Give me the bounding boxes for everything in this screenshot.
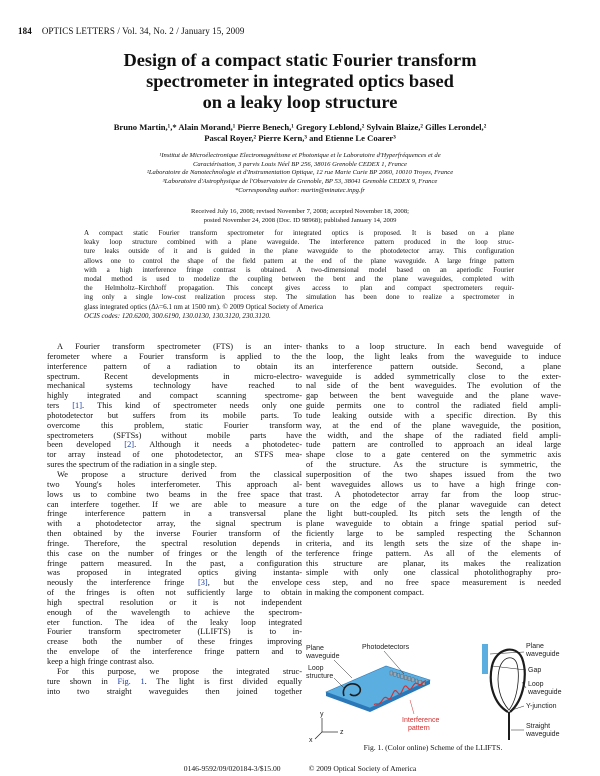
body-text-line: highly integrated and compact scanning spectrome- bbox=[47, 391, 302, 401]
citation-link[interactable]: [1] bbox=[72, 401, 83, 411]
label-loop-waveguide: Loop bbox=[528, 681, 544, 688]
journal-reference: OPTICS LETTERS / Vol. 34, No. 2 / January 15, 2009 bbox=[41, 26, 245, 36]
affiliation-line: ¹Institut de Microélectronique Electromagnétisme et Photonique et le Laboratoire d'Hyperfréquences et de bbox=[159, 152, 441, 159]
body-text-line: terference fringe pattern. As all of the elements of bbox=[306, 548, 561, 558]
body-text-line: in making the component compact. bbox=[306, 588, 424, 598]
body-text-line: the width, and the shape of the radiated field ampli- bbox=[306, 430, 561, 440]
abstract-line: with a high interference fringe contrast is obtained. A two-dimensional model based on an aperiodic Fourier bbox=[84, 265, 514, 274]
leader-line bbox=[334, 660, 352, 678]
body-text-line: the envelope of the interference fringe pattern and to bbox=[47, 647, 302, 657]
label-plane-waveguide-left: Plane bbox=[306, 645, 324, 652]
abstract-line: A compact static Fourier transform spectrometer for integrated optics is proposed. It is based on a plane bbox=[84, 229, 514, 237]
article-title bbox=[60, 50, 540, 113]
affiliation-line: Caractérisation, 3 parvis Louis Néel BP 256, 38016 Grenoble CEDEX 1, France bbox=[193, 160, 407, 168]
label-loop-structure: Loop bbox=[308, 665, 324, 672]
body-text-line: mechanical systems technology have reached to bbox=[47, 381, 302, 391]
label-loop-structure: structure bbox=[306, 673, 334, 680]
photodetector-pixel bbox=[415, 679, 418, 683]
body-text-line: two Young's holes interferometer. This approach al- bbox=[47, 479, 302, 489]
page-footer bbox=[0, 764, 600, 773]
label-y-junction: Y-junction bbox=[526, 703, 557, 710]
body-text-line: simple with only one classical photolithography pro- bbox=[306, 568, 561, 578]
date-line: Received July 16, 2008; revised November 7, 2008; accepted November 18, 2008; bbox=[191, 208, 409, 215]
body-text-line: cess step, and no free space measurement is needed bbox=[306, 578, 561, 588]
figure-1 bbox=[304, 640, 562, 752]
body-text-line: this structure are planar, its makes the realization bbox=[306, 558, 561, 568]
body-text-line: way, at the end of the plane waveguide, the position, bbox=[306, 420, 561, 430]
body-text-line: high spectral resolution or it is not independent bbox=[47, 597, 302, 607]
abstract-line: leaky loop structure combined with a plane waveguide. The interference pattern produced in the loop struc- bbox=[84, 238, 514, 247]
axis-y-label: y bbox=[320, 711, 324, 718]
title-line: spectrometer in integrated optics based bbox=[146, 71, 454, 91]
body-text-line: the light butt-coupled. Its pitch sets the length of the bbox=[306, 509, 561, 519]
affiliation-line: ³Laboratoire d'Astrophysique de l'Observatoire de Grenoble, BP 53, 38041 Grenoble CEDEX 9, France bbox=[162, 178, 438, 186]
author-list bbox=[40, 122, 560, 144]
photodetector-pixel bbox=[390, 671, 393, 675]
abstract-line: the Helmholtz–Kirchhoff propagation. This concept gives access to plan and compact spectrometers requir- bbox=[84, 284, 514, 293]
author-line: Pascal Royer,² Pierre Kern,³ and Etienne Le Coarer³ bbox=[204, 133, 396, 143]
leader-line bbox=[410, 700, 414, 714]
plane-waveguide-plate bbox=[326, 666, 430, 708]
citation-link[interactable]: [3] bbox=[197, 578, 208, 588]
body-text-line: neously the interference fringe [3], but the envelope bbox=[47, 578, 302, 588]
photodetector-pixel bbox=[404, 676, 407, 680]
axis-x-label: x bbox=[309, 737, 313, 744]
axis-z-label: z bbox=[340, 729, 344, 736]
photodetector-pixel bbox=[401, 674, 404, 678]
label-straight-waveguide: waveguide bbox=[526, 731, 560, 738]
loop-waveguide-outer bbox=[491, 650, 525, 712]
abstract-line: modal method is used to modelize the coupling between the bent and the plane waveguides, completed with bbox=[84, 274, 514, 283]
photodetector-pixel bbox=[397, 673, 400, 677]
publication-dates bbox=[60, 208, 540, 225]
body-text-line: plane waveguide to obtain a fringe spatial period suf- bbox=[306, 519, 561, 529]
body-text-line: Fourier transform spectrometer (LLIFTS) is to in- bbox=[47, 627, 302, 637]
body-text-line: bent waveguides allows us to have a high fringe con- bbox=[306, 479, 561, 489]
body-text-line: spectrum. Recent developments in micro-electro- bbox=[47, 371, 302, 381]
body-text-line: tude leaking outside with a specific direction. By this bbox=[306, 410, 561, 420]
body-text-line: overcome this problem, static Fourier transform bbox=[47, 420, 302, 430]
label-plane-waveguide-right: waveguide bbox=[526, 651, 560, 658]
author-line: Bruno Martin,¹,* Alain Morand,¹ Pierre Benech,¹ Gregory Leblond,² Sylvain Blaize,² Gilles Lerondel,² bbox=[113, 122, 487, 132]
body-text-line: criteria, and its length sets the size of the shape in- bbox=[306, 538, 561, 548]
body-text-line: photodetector but suffers from its mobile parts. To bbox=[47, 410, 302, 420]
affiliations bbox=[60, 152, 540, 196]
label-interference-pattern: pattern bbox=[408, 725, 430, 732]
body-text-line: this case on the number of fringes or the length of the bbox=[47, 548, 302, 558]
body-text-line: keep a high fringe contrast also. bbox=[47, 657, 154, 666]
plane-waveguide-strip bbox=[482, 644, 488, 674]
body-text-line: can interfere together. If we are able to measure a bbox=[47, 499, 302, 509]
body-text-line: eter function. The idea of the leaky loop integrated bbox=[47, 617, 302, 627]
label-gap: Gap bbox=[528, 667, 542, 674]
body-text-line: waveguide is added symmetrically close to the exter- bbox=[306, 371, 561, 381]
body-text-line: guide permits one to control the radiated field ampli- bbox=[306, 401, 561, 411]
body-text-line: For this purpose, we propose the integrated struc- bbox=[57, 666, 302, 676]
title-line: Design of a compact static Fourier transform bbox=[123, 50, 477, 70]
abstract-line: allows one to control the shape of the field pattern at the end of the plane waveguide. A large fringe pattern bbox=[84, 256, 514, 265]
page-number: 184 bbox=[18, 26, 32, 36]
body-text-line: ture shown in Fig. 1. The light is first divided equally bbox=[47, 676, 302, 686]
body-text-line: been developed [2]. Although it needs a photodetec- bbox=[47, 440, 302, 450]
label-plane-waveguide-right: Plane bbox=[526, 643, 544, 650]
body-text-line: shape close to a gate centered on the symmetric axis bbox=[306, 450, 561, 460]
abstract-line: ture leaks outside of it and is guided in the plane waveguide to the photodetector array. This configuration bbox=[84, 247, 514, 256]
body-text-line: with a photodetector array, the signal spectrum is bbox=[47, 519, 302, 529]
body-text-line: fringe. Therefore, the spectral resolution depends in bbox=[47, 538, 302, 548]
corresponding-author: *Corresponding author: martin@minatec.inpg.fr bbox=[234, 186, 365, 194]
label-photodetectors: Photodetectors bbox=[362, 644, 410, 651]
right-text-column bbox=[306, 342, 561, 598]
figure-caption: Fig. 1. (Color online) Scheme of the LLIFTS. bbox=[363, 743, 503, 752]
affiliation-line: ²Laboratoire de Nanotechnologie et d'Instrumentation Optique, 12 rue Marie Curie BP 2060, 10010 Troyes, France bbox=[146, 169, 454, 177]
copyright-notice: © 2009 Optical Society of America bbox=[308, 764, 417, 773]
body-text-line: was proposed in integrated optics giving instanta- bbox=[47, 568, 302, 578]
body-text-line: superposition of the two shapes issued from the two bbox=[306, 469, 561, 479]
body-text-line: ficiently large to be sampled respecting the Schannon bbox=[306, 529, 561, 539]
body-text-line: We propose a structure derived from the classical bbox=[57, 469, 302, 479]
body-text-line: trast. A photodetector array far from the loop struc- bbox=[306, 489, 561, 499]
body-text-line: ture on the edge of the planar waveguide can detect bbox=[306, 499, 561, 509]
body-text-line: then obtained by the inverse Fourier transform of the bbox=[47, 529, 302, 539]
loop-waveguide-inner bbox=[498, 658, 518, 710]
citation-link[interactable]: [2] bbox=[124, 440, 135, 450]
body-text-line: nal side of the bent waveguides. The evolution of the bbox=[306, 381, 561, 391]
body-text-line: tor array instead of one photodetector, an STFS mea- bbox=[47, 450, 302, 460]
label-plane-waveguide-left: waveguide bbox=[306, 653, 340, 660]
axis-x-line bbox=[315, 732, 322, 739]
body-text-line: an interference pattern outside. Second, a plane bbox=[306, 361, 561, 371]
body-text-line: of the fringes is often not sufficiently large to obtain bbox=[47, 588, 302, 598]
running-head bbox=[18, 26, 578, 36]
abstract bbox=[84, 229, 514, 321]
title-line: on a leaky loop structure bbox=[202, 92, 398, 112]
abstract-line: ing only a single low-cost realization process step. The simulation has been done to realize a spectrometer in bbox=[84, 293, 514, 302]
leader-line bbox=[492, 666, 526, 670]
body-text-line: enough of the wavelength to achieve the spectrom- bbox=[47, 607, 302, 617]
body-text-line: ferometer where a Fourier transform is applied to the bbox=[47, 351, 302, 361]
body-text-line: thanks to a loop structure. In each bend waveguide of bbox=[306, 342, 561, 351]
photodetector-pixel bbox=[394, 672, 397, 676]
left-text-column bbox=[47, 342, 302, 696]
body-text-line: tude pattern are controlled to approach an ideal large bbox=[306, 440, 561, 450]
label-loop-waveguide: waveguide bbox=[528, 689, 562, 696]
citation-link[interactable]: Fig. 1 bbox=[117, 676, 145, 686]
photodetector-pixel bbox=[419, 680, 422, 684]
ocis-codes: OCIS codes: 120.6200, 300.6190, 130.0130, 130.3120, 230.3120. bbox=[84, 311, 271, 320]
body-text-line: fringe interference pattern in a transversal plane bbox=[47, 509, 302, 519]
abstract-line: glass integrated optics (Δλ=6.1 nm at 1500 nm). © 2009 Optical Society of America bbox=[84, 302, 324, 311]
body-text-line: gap between the bent waveguide and the plane wave- bbox=[306, 391, 561, 401]
body-text-line: into two straight waveguides then joined together bbox=[47, 686, 302, 696]
body-text-line: fringe pattern measured. In the past, a configuration bbox=[47, 558, 302, 568]
label-straight-waveguide: Straight bbox=[526, 723, 551, 730]
body-text-line: of the structure. As the structure is symmetric, the bbox=[306, 460, 561, 470]
date-line: posted November 24, 2008 (Doc. ID 98968); published January 14, 2009 bbox=[203, 216, 397, 224]
photodetector-pixel bbox=[408, 677, 411, 681]
body-text-line: A Fourier transform spectrometer (FTS) is an inter- bbox=[57, 342, 302, 351]
body-text-line: crease both the number of these fringes improving bbox=[47, 637, 302, 647]
body-text-line: interference pattern of a radiation to obtain its bbox=[47, 361, 302, 371]
photodetector-pixel bbox=[412, 678, 415, 682]
body-text-line: lows us to combine two beams in the free space that bbox=[47, 489, 302, 499]
body-text-line: spectrometers (SFTSs) without mobile parts have bbox=[47, 430, 302, 440]
article-code: 0146-9592/09/020184-3/$15.00 bbox=[183, 764, 281, 773]
body-text-line: sures the spectrum of the radiation in a single step. bbox=[47, 460, 217, 470]
body-text-line: ters [1]. This kind of spectrometer needs only one bbox=[47, 401, 302, 411]
llifts-scheme-figure bbox=[304, 640, 562, 744]
label-interference-pattern: Interference bbox=[402, 717, 440, 724]
body-text-line: the loop, the light leaks from the waveguide to induce bbox=[306, 351, 561, 361]
